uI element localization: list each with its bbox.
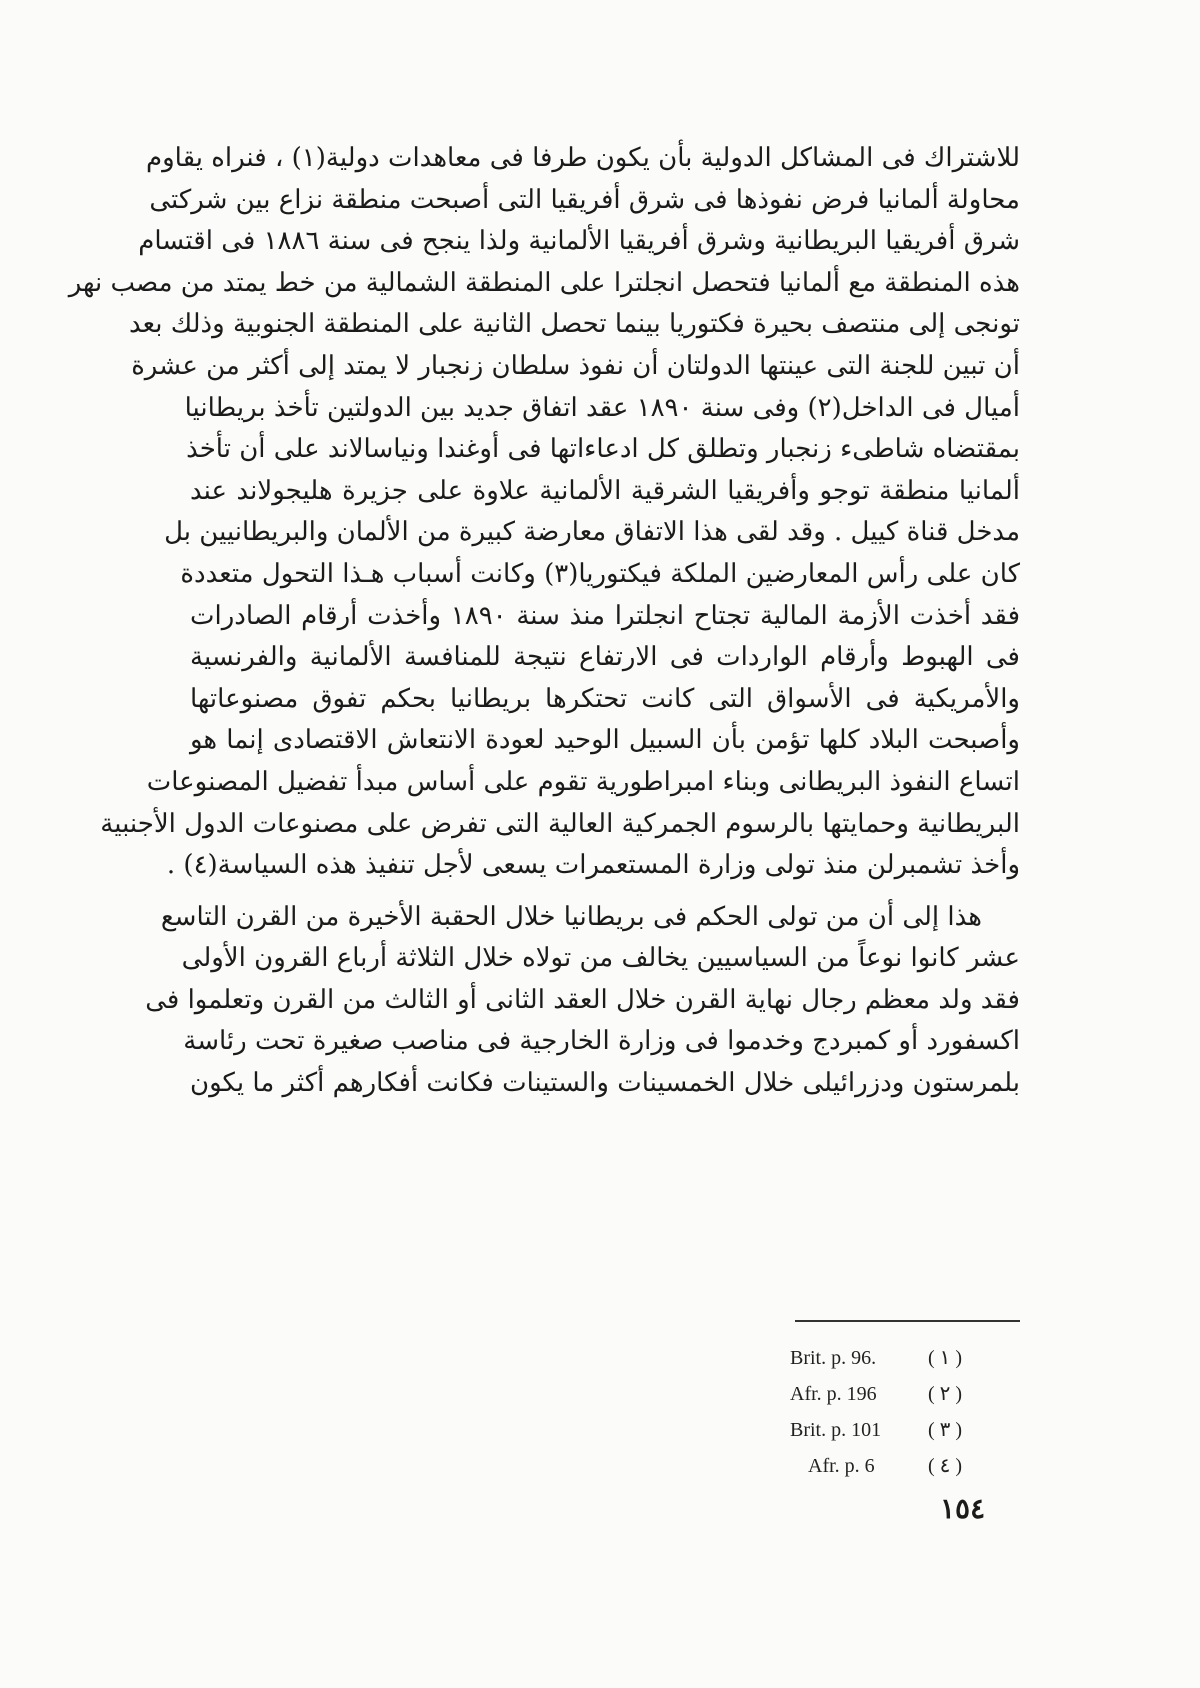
text-line: تونجى إلى منتصف بحيرة فكتوريا بينما تحصل الثانية على المنطقة الجنوبية وذلك بعد: [129, 309, 1020, 340]
paragraph-gap: [190, 887, 1020, 897]
paragraph-2: [145, 897, 1020, 1105]
page-number: ١٥٤: [940, 1492, 986, 1525]
text-line: بمقتضاه شاطىء زنجبار وتطلق كل ادعاءاتها فى أوغندا ونياسالاند على أن تأخذ: [186, 434, 1020, 465]
text-line: هذه المنطقة مع ألمانيا فتحصل انجلترا على المنطقة الشمالية من خط يمتد من مصب نهر: [68, 267, 1020, 298]
text-line: هذا إلى أن من تولى الحكم فى بريطانيا خلال الحقبة الأخيرة من القرن التاسع: [160, 901, 982, 932]
text-line: فى الهبوط وأرقام الواردات فى الارتفاع نتيجة للمنافسة الألمانية والفرنسية: [190, 642, 1020, 673]
text-line: مدخل قناة كييل . وقد لقى هذا الاتفاق معارضة كبيرة من الألمان والبريطانيين بل: [164, 517, 1020, 548]
footnote-reference: Afr. p. 196: [790, 1383, 877, 1405]
footnote-number: ( ١ ): [927, 1347, 963, 1369]
footnote-item: [790, 1340, 990, 1376]
text-line: بلمرستون ودزرائيلى خلال الخمسينات والستينات فكانت أفكارهم أكثر ما يكون: [190, 1068, 1020, 1099]
footnote-number: ( ٤ ): [927, 1455, 963, 1477]
footnote-item: [790, 1412, 990, 1448]
text-line: البريطانية وحمايتها بالرسوم الجمركية العالية التى تفرض على مصنوعات الدول الأجنبية: [100, 808, 1020, 839]
text-line: ألمانيا منطقة توجو وأفريقيا الشرقية الألمانية علاوة على جزيرة هليجولاند عند: [190, 475, 1020, 506]
text-line: وأخذ تشمبرلن منذ تولى وزارة المستعمرات يسعى لأجل تنفيذ هذه السياسة(٤) .: [166, 850, 1020, 881]
text-line: فقد ولد معظم رجال نهاية القرن خلال العقد الثانى أو الثالث من القرن وتعلموا فى: [145, 984, 1020, 1015]
footnote-reference: Afr. p. 6: [808, 1455, 875, 1477]
footnotes: [790, 1340, 990, 1484]
text-line: كان على رأس المعارضين الملكة فيكتوريا(٣) وكانت أسباب هـذا التحول متعددة: [180, 558, 1020, 589]
text-line: محاولة ألمانيا فرض نفوذها فى شرق أفريقيا التى أصبحت منطقة نزاع بين شركتى: [149, 184, 1020, 215]
text-line: وأصبحت البلاد كلها تؤمن بأن السبيل الوحيد لعودة الانتعاش الاقتصادى إنما هو: [190, 725, 1020, 756]
text-line: أن تبين للجنة التى عينتها الدولتان أن نفوذ سلطان زنجبار لا يمتد إلى أكثر من عشرة: [131, 350, 1020, 381]
footnote-reference: Brit. p. 96.: [790, 1347, 877, 1369]
text-line: والأمريكية فى الأسواق التى كانت تحتكرها بريطانيا بحكم تفوق مصنوعاتها: [190, 683, 1020, 714]
text-line: اكسفورد أو كمبردج وخدموا فى وزارة الخارجية فى مناصب صغيرة تحت رئاسة: [183, 1026, 1020, 1057]
footnote-number: ( ٢ ): [927, 1383, 963, 1405]
main-text: [68, 138, 1020, 1105]
footnote-reference: Brit. p. 101: [790, 1419, 882, 1441]
footnote-item: [790, 1448, 990, 1484]
footnote-number: ( ٣ ): [927, 1419, 963, 1441]
footnote-item: [790, 1376, 990, 1412]
text-line: فقد أخذت الأزمة المالية تجتاح انجلترا منذ سنة ١٨٩٠ وأخذت أرقام الصادرات: [190, 600, 1020, 631]
text-line: شرق أفريقيا البريطانية وشرق أفريقيا الألمانية ولذا ينجح فى سنة ١٨٨٦ فى اقتسام: [138, 226, 1020, 257]
text-line: أميال فى الداخل(٢) وفى سنة ١٨٩٠ عقد اتفاق جديد بين الدولتين تأخذ بريطانيا: [184, 392, 1020, 423]
footnote-divider: [795, 1320, 1020, 1322]
text-line: عشر كانوا نوعاً من السياسيين يخالف من تولاه خلال الثلاثة أرباع القرون الأولى: [181, 943, 1020, 974]
text-line: اتساع النفوذ البريطانى وبناء امبراطورية تقوم على أساس مبدأ تفضيل المصنوعات: [146, 766, 1020, 797]
paragraph-1: [68, 138, 1020, 887]
text-line: للاشتراك فى المشاكل الدولية بأن يكون طرفا فى معاهدات دولية(١) ، فنراه يقاوم: [146, 143, 1020, 173]
